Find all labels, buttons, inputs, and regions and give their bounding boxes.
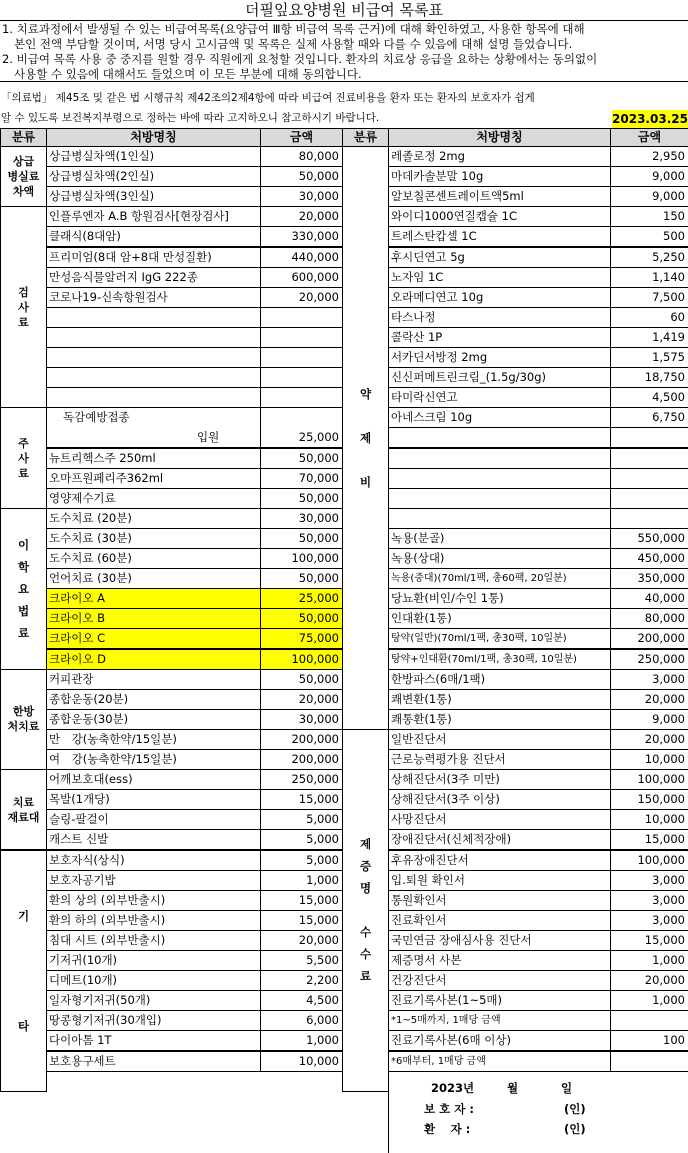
left-item-amount: 6,000	[260, 1010, 343, 1031]
right-item-name: 와이디1000연질캡슐 1C	[388, 206, 611, 227]
left-item-name	[46, 407, 261, 448]
sign-month: 월	[507, 1080, 519, 1095]
right-item-name: 국민연금 장애심사용 진단서	[388, 930, 611, 951]
left-category	[0, 669, 47, 771]
left-item-amount: 100,000	[260, 548, 343, 569]
left-item-amount: 5,500	[260, 950, 343, 971]
left-item-amount	[260, 307, 343, 328]
left-header-category: 분류	[0, 128, 47, 147]
right-item-name	[388, 508, 611, 529]
fee-table	[0, 128, 688, 1153]
right-item-name: 서카딘서방정 2mg	[388, 347, 611, 368]
left-item-amount: 50,000	[260, 166, 343, 187]
left-item-amount: 5,000	[260, 850, 343, 871]
right-item-amount: 40,000	[610, 588, 688, 609]
left-item-name: 오마프원페리주362ml	[46, 468, 261, 489]
vaccine-name: 독감예방접종	[63, 410, 130, 425]
right-item-name: 신신퍼메트린크림_(1.5g/30g)	[388, 367, 611, 388]
left-item-amount: 440,000	[260, 247, 343, 268]
right-item-name: 녹용(상대)	[388, 548, 611, 569]
right-item-name: 알보칠콘센트레이트액5ml	[388, 186, 611, 207]
right-item-amount: 20,000	[610, 689, 688, 710]
left-item-amount: 30,000	[260, 508, 343, 529]
right-item-name: 후유장애진단서	[388, 850, 611, 871]
right-item-amount: 10,000	[610, 749, 688, 770]
category-label: 기 타	[17, 908, 30, 1033]
notice-line: 1. 치료과정에서 발생될 수 있는 비급여목록(요양급여 Ⅲ항 비급여 목록 근거)에 대해 확인하였고, 사용한 항목에 대해	[2, 22, 585, 36]
left-item-amount: 200,000	[260, 729, 343, 750]
left-item-amount: 250,000	[260, 769, 343, 790]
right-item-amount	[610, 427, 688, 448]
category-label: 이 학 요 법 료	[17, 537, 30, 640]
left-item-name: 종합운동(20분)	[46, 689, 261, 710]
right-item-amount: 9,000	[610, 709, 688, 730]
right-item-name: 건강진단서	[388, 970, 611, 991]
right-item-name: 콜락산 1P	[388, 327, 611, 348]
right-item-amount: 15,000	[610, 930, 688, 951]
patient-label: 환 자 :	[424, 1121, 471, 1136]
left-item-name: 캐스트 신발	[46, 829, 261, 850]
right-item-name: 오라메디연고 10g	[388, 287, 611, 308]
left-item-amount: 50,000	[260, 669, 343, 690]
left-item-name	[46, 307, 261, 328]
left-item-name: 크라이오 A	[46, 588, 261, 609]
right-item-amount: 450,000	[610, 548, 688, 569]
vaccine-amount: 25,000	[298, 430, 339, 445]
right-item-name: 쾌통환(1통)	[388, 709, 611, 730]
notice-line: 본인 전액 부담할 것이며, 서명 당시 고시금액 및 목록은 실제 사용할 때와 다를 수 있음에 대해 설명 들었습니다.	[14, 37, 573, 51]
right-item-amount: 3,000	[610, 890, 688, 911]
right-item-name: 진료확인서	[388, 910, 611, 931]
left-item-amount: 100,000	[260, 649, 343, 670]
right-item-amount	[610, 1051, 688, 1072]
signature-block	[388, 1071, 688, 1153]
right-item-name	[388, 488, 611, 509]
right-item-amount: 350,000	[610, 568, 688, 589]
left-item-amount: 15,000	[260, 890, 343, 911]
left-item-amount: 200,000	[260, 749, 343, 770]
left-item-name: 상급병실차액(3인실)	[46, 186, 261, 207]
right-item-amount: 250,000	[610, 649, 688, 670]
right-item-amount: 100,000	[610, 769, 688, 790]
left-item-name: 상급병실차액(2인실)	[46, 166, 261, 187]
left-item-name: 디메트(10개)	[46, 970, 261, 991]
left-item-amount: 15,000	[260, 910, 343, 931]
left-item-amount: 50,000	[260, 488, 343, 509]
right-item-amount	[610, 468, 688, 489]
right-category	[342, 146, 389, 730]
right-item-amount: 3,000	[610, 870, 688, 891]
right-item-name: 인대환(1통)	[388, 608, 611, 629]
right-item-name: 제증명서 사본	[388, 950, 611, 971]
right-item-name: 일반진단서	[388, 729, 611, 750]
left-item-name: 영양제수기료	[46, 488, 261, 509]
left-item-amount	[260, 327, 343, 348]
left-item-name: 도수치료 (20분)	[46, 508, 261, 529]
right-item-amount: 200,000	[610, 628, 688, 649]
left-item-name	[46, 347, 261, 368]
left-item-name: 다이아톰 1T	[46, 1030, 261, 1051]
right-item-name: 레졸로정 2mg	[388, 146, 611, 167]
right-item-name: 상해진단서(3주 미만)	[388, 769, 611, 790]
category-label: 주 사 료	[18, 436, 29, 480]
left-item-amount: 2,200	[260, 970, 343, 991]
left-category	[0, 508, 47, 670]
right-item-amount: 9,000	[610, 186, 688, 207]
left-item-amount: 1,000	[260, 870, 343, 891]
left-item-amount	[260, 367, 343, 388]
right-item-amount: 3,000	[610, 910, 688, 931]
left-item-name: 크라이오 B	[46, 608, 261, 629]
right-item-name: 트레스탄캅셀 1C	[388, 226, 611, 247]
left-item-amount: 10,000	[260, 1051, 343, 1072]
left-item-amount: 50,000	[260, 448, 343, 469]
right-item-name: 진료기록사본(6매 이상)	[388, 1030, 611, 1051]
category-label: 상급 병실료 차액	[7, 155, 40, 199]
right-header-amount: 금액	[610, 128, 688, 147]
left-item-name: 코로나19-신속항원검사	[46, 287, 261, 308]
right-item-amount: 18,750	[610, 367, 688, 388]
right-item-name: 타미락신연고	[388, 387, 611, 408]
right-item-amount: 100,000	[610, 850, 688, 871]
category-label: 치료 재료대	[7, 795, 40, 824]
right-item-name: 탕약(일반)(70ml/1팩, 총30팩, 10일분)	[388, 628, 611, 649]
left-item-name: 일자형기저귀(50개)	[46, 990, 261, 1011]
right-item-amount: 150,000	[610, 789, 688, 810]
left-item-name: 종합운동(30분)	[46, 709, 261, 730]
right-item-amount: 6,750	[610, 407, 688, 428]
right-item-amount: 1,000	[610, 990, 688, 1011]
left-item-amount: 50,000	[260, 608, 343, 629]
left-item-amount: 50,000	[260, 528, 343, 549]
category-label: 검 사 료	[18, 285, 29, 329]
sign-year: 2023년	[431, 1080, 475, 1095]
right-item-name: 당뇨환(비인/수인 1통)	[388, 588, 611, 609]
left-category	[0, 206, 47, 408]
right-item-name: 녹용(중대)(70ml/1팩, 총60팩, 20일분)	[388, 568, 611, 589]
right-item-name: 노자임 1C	[388, 267, 611, 288]
right-item-amount	[610, 1010, 688, 1031]
right-item-amount: 500	[610, 226, 688, 247]
left-item-amount: 50,000	[260, 568, 343, 589]
patient-seal: (인)	[564, 1121, 586, 1136]
right-item-amount: 60	[610, 307, 688, 328]
right-item-amount: 2,950	[610, 146, 688, 167]
consent-notice	[0, 20, 688, 82]
right-item-amount: 9,000	[610, 166, 688, 187]
right-item-name	[388, 468, 611, 489]
notice-line: 2. 비급여 목록 사용 중 중지를 원할 경우 직원에게 요청할 것입니다. 환자의 치료상 응급을 요하는 상황에서는 동의없이	[2, 52, 598, 66]
left-item-amount: 20,000	[260, 206, 343, 227]
left-item-name: 도수치료 (60분)	[46, 548, 261, 569]
left-item-name: 언어치료 (30분)	[46, 568, 261, 589]
left-item-name: 만 강(농축한약/15일분)	[46, 729, 261, 750]
left-item-amount: 75,000	[260, 628, 343, 649]
right-item-amount	[610, 488, 688, 509]
left-item-amount: 30,000	[260, 709, 343, 730]
right-item-amount	[610, 508, 688, 529]
left-item-amount: 70,000	[260, 468, 343, 489]
right-item-name: 진료기록사본(1~5매)	[388, 990, 611, 1011]
left-item-amount: 600,000	[260, 267, 343, 288]
left-item-name: 어깨보호대(ess)	[46, 769, 261, 790]
right-item-name: *6매부터, 1매당 금액	[388, 1051, 611, 1072]
left-item-name: 보호자식(상식)	[46, 850, 261, 871]
right-item-name: 상해진단서(3주 이상)	[388, 789, 611, 810]
left-item-name: 환의 하의 (외부반출시)	[46, 910, 261, 931]
right-item-name	[388, 427, 611, 448]
right-item-amount: 100	[610, 1030, 688, 1051]
page-title: 더필잎요양병원 비급여 목록표	[245, 1, 443, 19]
left-item-amount	[260, 347, 343, 368]
left-item-name: 여 강(농축한약/15일분)	[46, 749, 261, 770]
right-item-name: 탕약+인대환(70ml/1팩, 총30팩, 10일분)	[388, 649, 611, 670]
left-header-amount: 금액	[260, 128, 343, 147]
right-item-amount: 7,500	[610, 287, 688, 308]
left-category	[0, 850, 47, 1092]
left-item-name: 슬링-팔걸이	[46, 809, 261, 830]
left-item-name	[46, 367, 261, 388]
right-category	[342, 729, 389, 1092]
category-label: 약 제 비	[359, 386, 372, 489]
right-item-name: 타스나정	[388, 307, 611, 328]
left-item-name: 목발(1개당)	[46, 789, 261, 810]
left-item-name: 기저귀(10개)	[46, 950, 261, 971]
left-item-name: 상급병실차액(1인실)	[46, 146, 261, 167]
left-item-amount: 25,000	[260, 588, 343, 609]
guardian-label: 보 호 자 :	[424, 1101, 474, 1116]
left-category	[0, 769, 47, 850]
right-item-amount: 1,419	[610, 327, 688, 348]
right-header-name: 처방명칭	[388, 128, 611, 147]
left-item-amount: 80,000	[260, 146, 343, 167]
left-item-amount: 20,000	[260, 287, 343, 308]
right-item-name: 녹용(분골)	[388, 528, 611, 549]
left-item-name: 땅콩형기저귀(30개입)	[46, 1010, 261, 1031]
left-item-name	[46, 387, 261, 408]
left-item-name	[46, 327, 261, 348]
left-item-amount: 30,000	[260, 186, 343, 207]
left-item-name: 클래식(8대암)	[46, 226, 261, 247]
left-item-name: 크라이오 D	[46, 649, 261, 670]
left-item-name: 뉴트리헥스주 250ml	[46, 448, 261, 469]
left-item-amount: 330,000	[260, 226, 343, 247]
left-item-amount: 20,000	[260, 930, 343, 951]
right-item-amount	[610, 448, 688, 469]
right-item-name: 입.퇴원 확인서	[388, 870, 611, 891]
right-item-amount: 1,000	[610, 950, 688, 971]
left-item-amount: 15,000	[260, 789, 343, 810]
right-item-name	[388, 448, 611, 469]
right-item-amount: 5,250	[610, 247, 688, 268]
right-header-category: 분류	[342, 128, 389, 147]
right-item-amount: 20,000	[610, 970, 688, 991]
category-label: 한방 처치료	[7, 705, 40, 734]
left-category	[0, 407, 47, 509]
right-item-amount: 3,000	[610, 669, 688, 690]
left-item-name: 침대 시트 (외부반출시)	[46, 930, 261, 951]
notice-line: 사용할 수 있음에 대해서도 들었으며 이 모든 부분에 대해 동의합니다.	[14, 67, 362, 81]
left-item-name: 도수치료 (30분)	[46, 528, 261, 549]
left-item-amount	[260, 387, 343, 408]
right-item-amount: 10,000	[610, 809, 688, 830]
left-item-name: 보호자공기밥	[46, 870, 261, 891]
left-header-name: 처방명칭	[46, 128, 261, 147]
left-item-amount: 20,000	[260, 689, 343, 710]
left-item-amount: 1,000	[260, 1030, 343, 1051]
left-item-name: 인플루엔자 A.B 항원검사[현장검사]	[46, 206, 261, 227]
right-item-amount: 4,500	[610, 387, 688, 408]
left-item-name: 프리미엄(8대 암+8대 만성질환)	[46, 247, 261, 268]
left-item-amount: 5,000	[260, 829, 343, 850]
law-line: 「의료법」 제45조 및 같은 법 시행규칙 제42조의2제4항에 따라 비급여 진료비용을 환자 또는 환자의 보호자가 쉽게	[1, 92, 535, 104]
right-item-amount: 150	[610, 206, 688, 227]
law-notice	[0, 88, 688, 128]
left-category	[0, 146, 47, 207]
right-item-name: 한방파스(6매/1팩)	[388, 669, 611, 690]
sign-day: 일	[561, 1080, 573, 1095]
right-item-name: 근로능력평가용 진단서	[388, 749, 611, 770]
right-item-name: 아네스크림 10g	[388, 407, 611, 428]
left-item-name: 만성음식물알러지 IgG 222종	[46, 267, 261, 288]
right-item-amount: 15,000	[610, 829, 688, 850]
right-item-name: 통원확인서	[388, 890, 611, 911]
left-item-amount: 5,000	[260, 809, 343, 830]
guardian-seal: (인)	[564, 1101, 586, 1116]
left-item-name: 보호용구세트	[46, 1051, 261, 1072]
law-line: 알 수 있도록 보건복지부령으로 정하는 바에 따라 고지하오니 참고하시기 바랍니다.	[1, 112, 380, 124]
vaccine-sub: 입원	[197, 430, 220, 445]
right-item-name: 사망진단서	[388, 809, 611, 830]
left-item-name: 커피관장	[46, 669, 261, 690]
right-item-amount: 550,000	[610, 528, 688, 549]
right-item-amount: 1,575	[610, 347, 688, 368]
left-item-name: 환의 상의 (외부반출시)	[46, 890, 261, 911]
right-item-amount: 80,000	[610, 608, 688, 629]
date-badge: 2023.03.25	[612, 112, 688, 126]
right-item-name: 장애진단서(신체적장애)	[388, 829, 611, 850]
right-item-name: 마데카솔분말 10g	[388, 166, 611, 187]
right-item-name: 쾌변환(1통)	[388, 689, 611, 710]
left-item-amount	[260, 407, 343, 448]
left-item-amount: 4,500	[260, 990, 343, 1011]
right-item-name: *1~5매까지, 1매당 금액	[388, 1010, 611, 1031]
left-item-name: 크라이오 C	[46, 628, 261, 649]
category-label: 제 증 명 수 수 료	[359, 837, 372, 984]
right-item-amount: 1,140	[610, 267, 688, 288]
right-item-amount: 20,000	[610, 729, 688, 750]
right-item-name: 후시딘연고 5g	[388, 247, 611, 268]
